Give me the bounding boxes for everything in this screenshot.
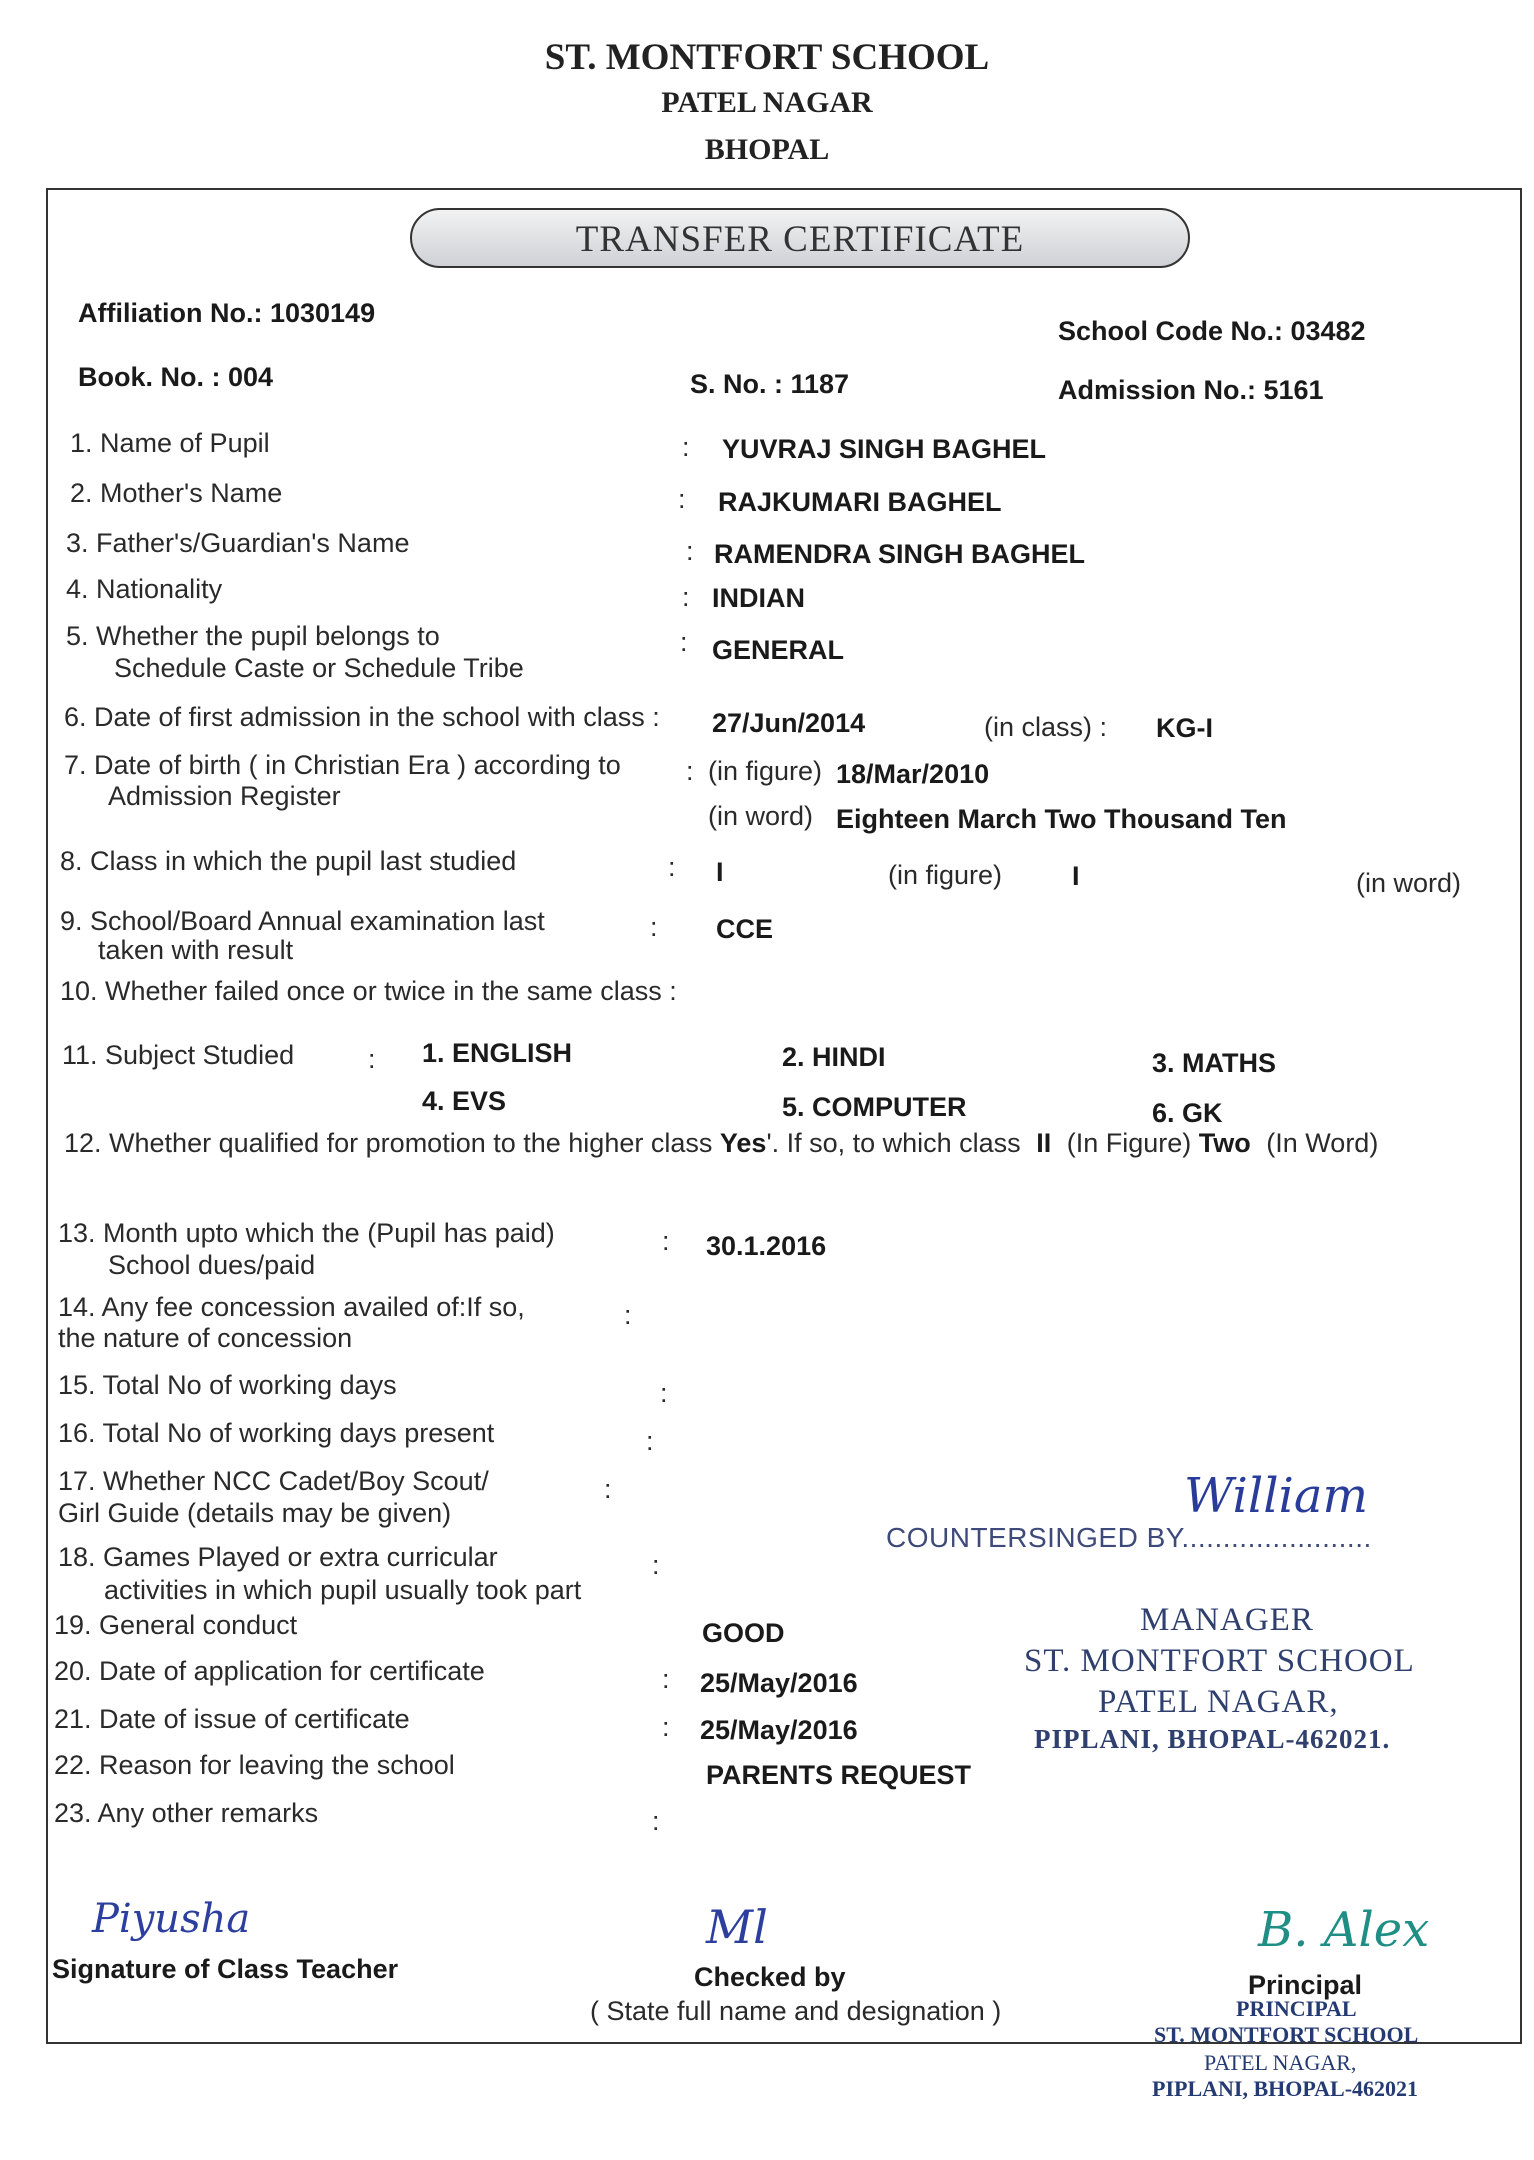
item-6-value: 27/Jun/2014 [712, 708, 866, 738]
colon: : [662, 1712, 670, 1742]
item-8-value: I [716, 857, 724, 887]
item-7-word-value: Eighteen March Two Thousand Ten [836, 804, 1287, 834]
item-11-label: 11. Subject Studied [62, 1040, 295, 1070]
colon: : [678, 484, 686, 514]
item-5-value: GENERAL [712, 635, 845, 665]
item-9-value: CCE [716, 914, 774, 944]
item-16-label: 16. Total No of working days present [58, 1418, 495, 1448]
item-20-value: 25/May/2016 [700, 1668, 858, 1698]
principal-signature: B. Alex [1258, 1902, 1430, 1958]
subject-6: 6. GK [1152, 1098, 1223, 1128]
colon: : [652, 1806, 660, 1836]
item-18-label: 18. Games Played or extra curricular [58, 1542, 498, 1572]
item-4-value: INDIAN [712, 583, 805, 613]
item-13-value: 30.1.2016 [706, 1231, 827, 1261]
item-6-label: 6. Date of first admission in the school with class : [64, 702, 660, 732]
colon: : [682, 582, 690, 612]
item-12-row [64, 1128, 1378, 1159]
school-code: School Code No.: 03482 [1058, 316, 1366, 346]
book-no: Book. No. : 004 [78, 362, 274, 392]
item-12-figure-label: (In Figure) [1066, 1128, 1192, 1158]
colon: : [604, 1474, 612, 1504]
item-6-class-label: (in class) : [984, 712, 1108, 742]
countersign-signature: William [1184, 1468, 1369, 1524]
item-6-class-value: KG-I [1156, 713, 1213, 743]
countersigned-by [886, 1522, 1372, 1554]
manager-stamp-city: PIPLANI, BHOPAL-462021. [1034, 1724, 1391, 1754]
colon: : [662, 1226, 670, 1256]
item-15-label: 15. Total No of working days [58, 1370, 397, 1400]
manager-stamp-school: ST. MONTFORT SCHOOL [1024, 1643, 1415, 1679]
item-9-label: 9. School/Board Annual examination last [60, 906, 545, 936]
item-19-label: 19. General conduct [54, 1610, 298, 1640]
item-14-label: 14. Any fee concession availed of:If so, [58, 1292, 525, 1322]
principal-stamp-school: ST. MONTFORT SCHOOL [1154, 2022, 1419, 2047]
item-13-label-cont: School dues/paid [108, 1250, 316, 1280]
item-4-label: 4. Nationality [66, 574, 223, 604]
item-12-mid: '. If so, to which class [766, 1128, 1021, 1158]
subject-2: 2. HINDI [782, 1042, 886, 1072]
school-name: ST. MONTFORT SCHOOL [544, 37, 990, 78]
countersign-text: COUNTERSINGED BY [886, 1522, 1182, 1553]
item-7-label-cont: Admission Register [108, 781, 341, 811]
school-area: PATEL NAGAR [661, 86, 873, 119]
item-13-label: 13. Month upto which the (Pupil has paid) [58, 1218, 555, 1248]
admission-no: Admission No.: 5161 [1058, 375, 1324, 405]
colon: : [660, 1378, 668, 1408]
item-21-value: 25/May/2016 [700, 1715, 858, 1745]
checker-signature: Ml [706, 1900, 768, 1954]
item-21-label: 21. Date of issue of certificate [54, 1704, 410, 1734]
colon: : [668, 852, 676, 882]
affiliation-no: Affiliation No.: 1030149 [78, 298, 376, 328]
item-19-value: GOOD [702, 1618, 785, 1648]
item-7-figure-label: (in figure) [708, 756, 823, 786]
item-8-figure-label: (in figure) [888, 860, 1003, 890]
colon: : [682, 432, 690, 462]
colon: : [368, 1044, 376, 1074]
item-1-value: YUVRAJ SINGH BAGHEL [722, 434, 1047, 464]
item-12-word-label: (In Word) [1266, 1128, 1379, 1158]
class-teacher-signature: Piyusha [92, 1896, 251, 1942]
school-city: BHOPAL [704, 133, 830, 166]
colon: : [686, 756, 694, 786]
principal-stamp-city: PIPLANI, BHOPAL-462021 [1152, 2076, 1419, 2101]
subject-3: 3. MATHS [1152, 1048, 1277, 1078]
item-12-answer: Yes [719, 1128, 767, 1158]
manager-stamp-title: MANAGER [1140, 1602, 1314, 1638]
colon: : [680, 627, 688, 657]
principal-stamp-title: PRINCIPAL [1236, 1996, 1357, 2021]
item-17-label: 17. Whether NCC Cadet/Boy Scout/ [58, 1466, 489, 1496]
item-12-class-figure: II [1036, 1128, 1052, 1158]
subject-5: 5. COMPUTER [782, 1092, 967, 1122]
item-1-label: 1. Name of Pupil [70, 428, 270, 458]
item-20-label: 20. Date of application for certificate [54, 1656, 485, 1686]
item-12-class-word: Two [1198, 1128, 1251, 1158]
colon: : [662, 1664, 670, 1694]
item-22-label: 22. Reason for leaving the school [54, 1750, 455, 1780]
class-teacher-label: Signature of Class Teacher [52, 1954, 399, 1984]
item-2-label: 2. Mother's Name [70, 478, 283, 508]
subject-4: 4. EVS [422, 1086, 507, 1116]
manager-stamp-area: PATEL NAGAR, [1098, 1684, 1339, 1720]
checked-by-label: Checked by [694, 1962, 846, 1992]
colon: : [650, 912, 658, 942]
principal-label: Principal [1248, 1970, 1363, 2000]
subject-1: 1. ENGLISH [422, 1038, 573, 1068]
colon: : [624, 1300, 632, 1330]
colon: : [646, 1426, 654, 1456]
serial-no: S. No. : 1187 [690, 369, 850, 399]
item-5-label-cont: Schedule Caste or Schedule Tribe [114, 653, 524, 683]
item-2-value: RAJKUMARI BAGHEL [718, 487, 1002, 517]
item-7-figure-value: 18/Mar/2010 [836, 759, 990, 789]
item-10-label: 10. Whether failed once or twice in the same class : [60, 976, 677, 1006]
item-17-label-cont: Girl Guide (details may be given) [58, 1498, 452, 1528]
item-9-label-cont: taken with result [98, 935, 294, 965]
item-3-label: 3. Father's/Guardian's Name [66, 528, 410, 558]
item-8-word-value: I [1072, 861, 1080, 891]
colon: : [652, 1550, 660, 1580]
principal-stamp-area: PATEL NAGAR, [1204, 2050, 1357, 2075]
item-12-label: 12. Whether qualified for promotion to the higher class [64, 1128, 713, 1158]
item-3-value: RAMENDRA SINGH BAGHEL [714, 539, 1085, 569]
item-23-label: 23. Any other remarks [54, 1798, 319, 1828]
certificate-title: TRANSFER CERTIFICATE [575, 219, 1025, 260]
item-22-value: PARENTS REQUEST [706, 1760, 972, 1790]
item-5-label: 5. Whether the pupil belongs to [66, 621, 440, 651]
item-7-word-label: (in word) [708, 801, 814, 831]
item-7-label: 7. Date of birth ( in Christian Era ) according to [64, 750, 621, 780]
item-8-word-label: (in word) [1356, 868, 1462, 898]
checked-by-note: ( State full name and designation ) [590, 1996, 1002, 2026]
item-8-label: 8. Class in which the pupil last studied [60, 846, 517, 876]
item-14-label-cont: the nature of concession [58, 1323, 353, 1353]
item-18-label-cont: activities in which pupil usually took part [104, 1575, 582, 1605]
colon: : [686, 536, 694, 566]
countersign-dots: ....................... [1181, 1522, 1372, 1553]
